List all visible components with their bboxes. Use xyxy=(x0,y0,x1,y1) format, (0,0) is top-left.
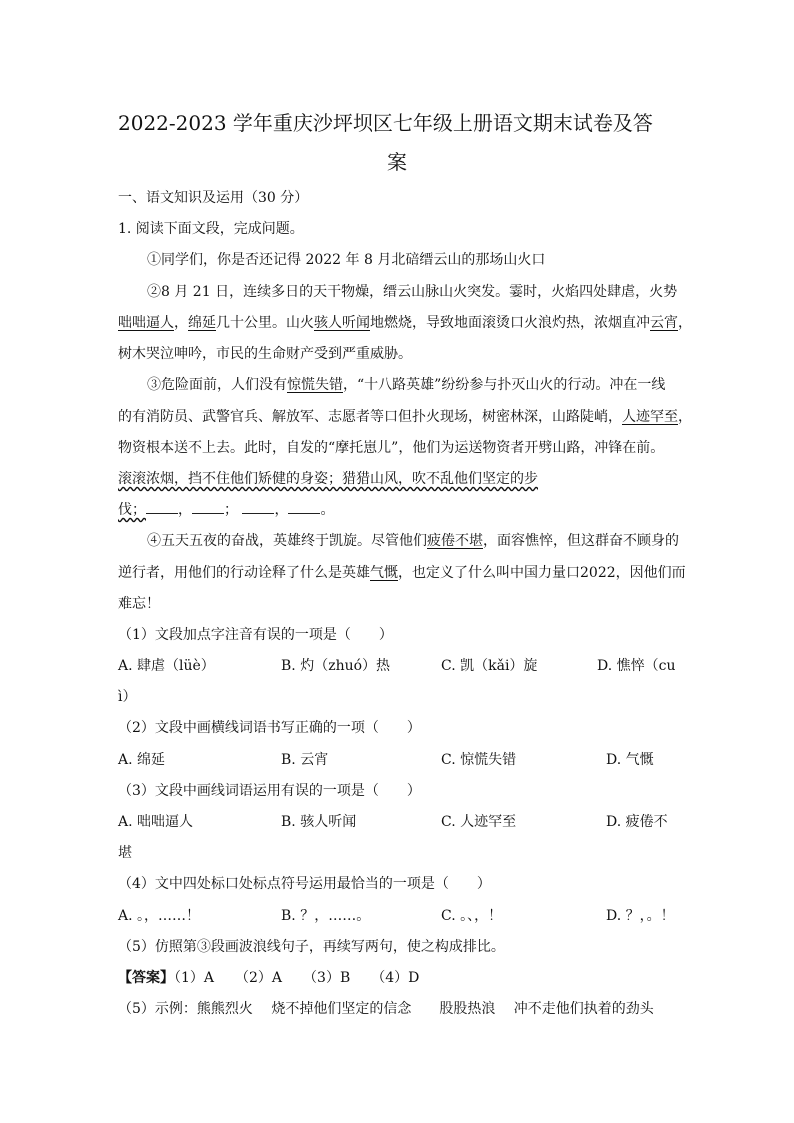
underlined-word: 云宵 xyxy=(650,315,678,331)
option-c[interactable]: C. 惊慌失错 xyxy=(441,752,517,768)
text-span: ，面容憔悴，但这群奋不顾身的 xyxy=(483,533,679,549)
subquestion-1: （1）文段加点字注音有误的一项是（ ） xyxy=(118,627,393,643)
text-span: ， xyxy=(678,409,692,425)
underlined-word: 绵延 xyxy=(188,315,216,331)
fill-blank[interactable] xyxy=(242,499,274,514)
section-heading: 一、语文知识及运用（30 分） xyxy=(118,190,309,206)
text-span: 的有消防员、武警官兵、解放军、志愿者等口但扑火现场，树密林深，山路陡峭， xyxy=(118,409,622,425)
paragraph-3-line-2 xyxy=(118,406,692,426)
text-span: 。 xyxy=(320,502,335,518)
paragraph-3-line-3: 物资根本送不上去。此时，自发的“摩托崽儿”，他们为运送物资者开劈山路，冲锋在前。 xyxy=(118,440,665,456)
underlined-word: 气慨 xyxy=(370,565,398,581)
fill-blank[interactable] xyxy=(192,499,224,514)
text-span: ， xyxy=(274,502,289,518)
answer-label: 【答案】 xyxy=(118,970,174,986)
option-c[interactable]: C. 凯（kǎi）旋 xyxy=(441,658,538,674)
option-d-wrap: ì） xyxy=(118,689,137,705)
paragraph-2-line-3: 树木哭泣呻吟，市民的生命财产受到严重威胁。 xyxy=(118,346,412,362)
text-span: ，也定义了什么叫中国力量口2022，因他们而 xyxy=(398,565,686,581)
text-span: ， xyxy=(678,315,692,331)
paragraph-4-line-2 xyxy=(118,562,686,582)
doc-title-line1: 2022-2023 学年重庆沙坪坝区七年级上册语文期末试卷及答 xyxy=(118,111,653,135)
answer-5: （5）示例：熊熊烈火 烧不掉他们坚定的信念 股股热浪 冲不走他们执着的劲头 xyxy=(118,1001,654,1017)
text-span: 地燃烧，导致地面滚烫口火浪灼热，浓烟直冲 xyxy=(370,315,650,331)
option-a[interactable]: A. 绵延 xyxy=(118,752,166,768)
paragraph-4-line-1 xyxy=(147,530,679,550)
text-span: ③危险面前，人们没有 xyxy=(147,377,287,393)
question-1-intro: 1. 阅读下面文段，完成问题。 xyxy=(118,221,304,237)
option-d-wrap: 堪 xyxy=(118,845,132,861)
answer-text: （1）A （2）A （3）B （4）D xyxy=(174,970,420,986)
text-span: 逆行者，用他们的行动诠释了什么是英雄 xyxy=(118,565,370,581)
option-d[interactable]: D. 疲倦不 xyxy=(606,814,668,830)
option-b[interactable]: B. 灼（zhuó）热 xyxy=(281,658,391,674)
option-b[interactable]: B. 骇人听闻 xyxy=(281,814,357,830)
text-span: ， xyxy=(174,315,188,331)
text-span: ， xyxy=(178,502,192,518)
underlined-word: 人迹罕至 xyxy=(622,409,678,425)
paragraph-4-line-3: 难忘！ xyxy=(118,596,160,612)
underlined-word: 疲倦不堪 xyxy=(427,533,483,549)
wavy-underlined-sentence: 滚滚浓烟，挡不住他们矫健的身姿；猎猎山风，吹不乱他们坚定的步 xyxy=(118,471,538,487)
subquestion-2: （2）文段中画横线词语书写正确的一项（ ） xyxy=(118,720,421,736)
fill-blank[interactable] xyxy=(146,499,178,514)
underlined-word: 咄咄逼人 xyxy=(118,315,174,331)
option-a[interactable]: A. 。，……！ xyxy=(118,908,201,924)
text-span: ，“十八路英雄”纷纷参与扑灭山火的行动。冲在一线 xyxy=(343,377,666,393)
answer-line xyxy=(118,967,419,987)
option-d[interactable]: D. 憔悴（cu xyxy=(597,658,676,674)
text-span: 几十公里。山火 xyxy=(216,315,314,331)
fill-blank[interactable] xyxy=(288,499,320,514)
paragraph-1: ①同学们，你是否还记得 2022 年 8 月北碚缙云山的那场山火口 xyxy=(147,252,546,268)
subquestion-4: （4）文中四处标口处标点符号运用最恰当的一项是（ ） xyxy=(118,876,491,892)
option-a[interactable]: A. 肆虐（lüè） xyxy=(118,658,215,674)
underlined-word: 惊慌失错 xyxy=(287,377,343,393)
wavy-underlined-word: 伐； xyxy=(118,502,146,518)
option-c[interactable]: C. 人迹罕至 xyxy=(441,814,517,830)
option-d[interactable]: D. ？，。！ xyxy=(606,908,675,924)
option-d[interactable]: D. 气慨 xyxy=(606,752,654,768)
paragraph-3-line-5 xyxy=(118,499,334,519)
option-c[interactable]: C. 。、，！ xyxy=(441,908,503,924)
text-span: ； xyxy=(224,502,238,518)
underlined-word: 骇人听闻 xyxy=(314,315,370,331)
text-span: ④五天五夜的奋战，英雄终于凯旋。尽管他们 xyxy=(147,533,427,549)
subquestion-5: （5）仿照第③段画波浪线句子，再续写两句，使之构成排比。 xyxy=(118,939,505,955)
paragraph-2-line-1: ②8 月 21 日，连续多日的天干物燥，缙云山脉山火突发。霎时，火焰四处肆虐，火势 xyxy=(147,284,678,300)
doc-title-line2: 案 xyxy=(387,150,407,174)
paragraph-3-line-1 xyxy=(147,374,665,394)
option-b[interactable]: B. 云宵 xyxy=(281,752,329,768)
subquestion-3: （3）文段中画线词语运用有误的一项是（ ） xyxy=(118,783,421,799)
option-b[interactable]: B. ？，……。 xyxy=(281,908,371,924)
option-a[interactable]: A. 咄咄逼人 xyxy=(118,814,194,830)
paragraph-2-line-2 xyxy=(118,312,692,332)
